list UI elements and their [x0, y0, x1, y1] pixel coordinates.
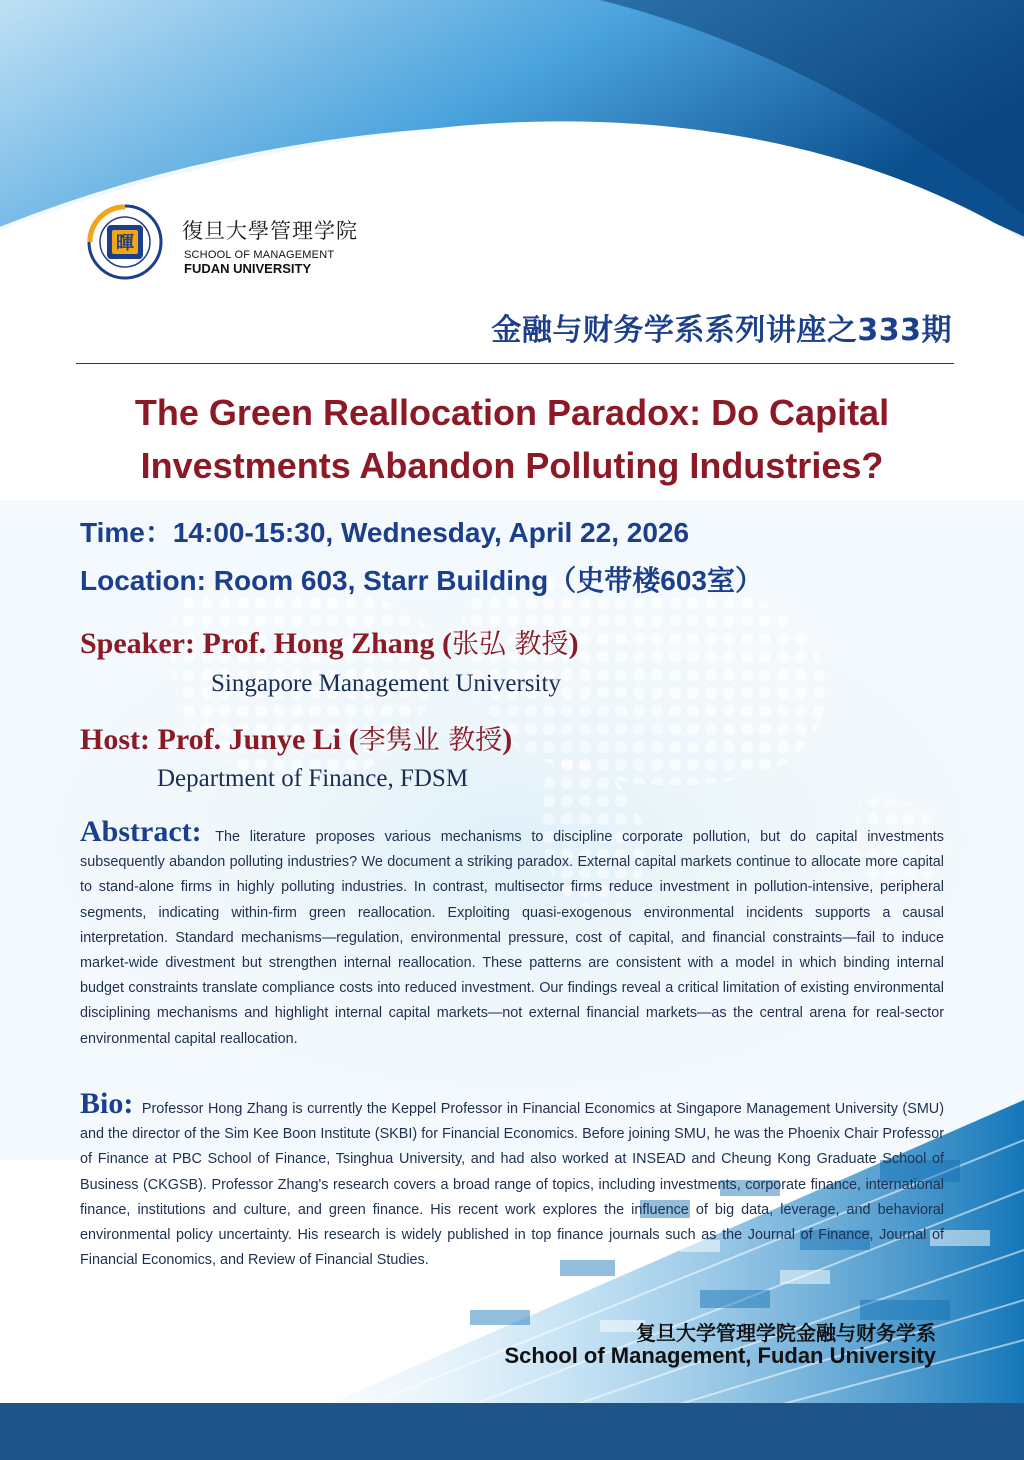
- speaker-label: Speaker: Prof. Hong Zhang (: [80, 627, 452, 660]
- logo-english-line2: FUDAN UNIVERSITY: [184, 261, 312, 276]
- school-logo: [84, 203, 358, 283]
- abstract-text: The literature proposes various mechanisms to discipline corporate pollution, but do capital investments subsequently abandon polluting industries? We document a striking paradox. External capital markets continue to allocate more capital to stand-alone firms in highly polluting industries. In contrast, multisector firms reduce investment in pollution-intensive, peripheral segments, indicating within-firm green reallocation. Exploiting quasi-exogenous environmental incidents supports a causal interpretation. Standard mechanisms—regulation, environmental pressure, cost of capital, and financial constraints—fail to induce market-wide divestment but strengthen internal reallocation. These patterns are consistent with a model in which binding internal budget constraints translate compliance costs into reduced investment. Our findings reveal a critical limitation of existing environmental disciplining mechanisms and highlight internal capital markets—not external financial markets—as the central arena for real-sector environmental capital reallocation.: [80, 829, 944, 1047]
- logo-english-line1: SCHOOL OF MANAGEMENT: [184, 249, 335, 261]
- host-affiliation: Department of Finance, FDSM: [157, 765, 469, 792]
- header-divider: [76, 363, 954, 364]
- logo-chinese-name: 復旦大學管理学院: [182, 219, 358, 243]
- bio-section: [80, 1087, 944, 1273]
- talk-time: Time：14:00-15:30, Wednesday, April 22, 2026: [80, 517, 690, 548]
- abstract-section: [80, 815, 944, 1052]
- speaker-affiliation: Singapore Management University: [211, 670, 561, 697]
- bio-heading: Bio:: [80, 1087, 134, 1120]
- series-title: 金融与财务学系系列讲座之333期: [491, 313, 952, 348]
- bio-text: Professor Hong Zhang is currently the Keppel Professor in Financial Economics at Singapore Management University (SMU) and the director of the Sim Kee Boon Institute (SKBI) for Financial Economics. Before joining SMU, he was the Phoenix Chair Professor of Finance at PBC School of Finance, Tsinghua University, and had also worked at INSEAD and Cheung Kong Graduate School of Business (CKGSB). Professor Zhang's research covers a broad range of topics, including investments, corporate finance, international finance, institutions and culture, and green finance. His recent work explores the influence of big data, leverage, and behavioral environmental policy uncertainty. His research is widely published in top finance journals such as the Journal of Finance, Journal of Financial Economics, and Review of Financial Studies.: [80, 1101, 944, 1269]
- host-label: Host: Prof. Junye Li (: [80, 723, 359, 756]
- speaker-chinese-name: 张弘 教授: [451, 629, 569, 660]
- speaker-line: [80, 622, 579, 661]
- host-line: [80, 718, 512, 757]
- abstract-heading: Abstract:: [80, 815, 202, 848]
- footer-department-chinese: 复旦大学管理学院金融与财务学系: [636, 1321, 936, 1345]
- talk-title: The Green Reallocation Paradox: Do Capital Investments Abandon Polluting Industries?: [134, 392, 890, 486]
- talk-location: Location: Room 603, Starr Building（史带楼603室）: [80, 565, 763, 596]
- footer-school-english: School of Management, Fudan University: [504, 1343, 936, 1368]
- host-chinese-name: 李隽业 教授: [358, 725, 503, 756]
- bottom-band: [0, 1403, 1024, 1460]
- seal-emblem-icon: [84, 203, 166, 281]
- host-close: ): [502, 723, 513, 756]
- seal-glyph: 暉: [116, 233, 134, 254]
- speaker-close: ): [568, 627, 579, 660]
